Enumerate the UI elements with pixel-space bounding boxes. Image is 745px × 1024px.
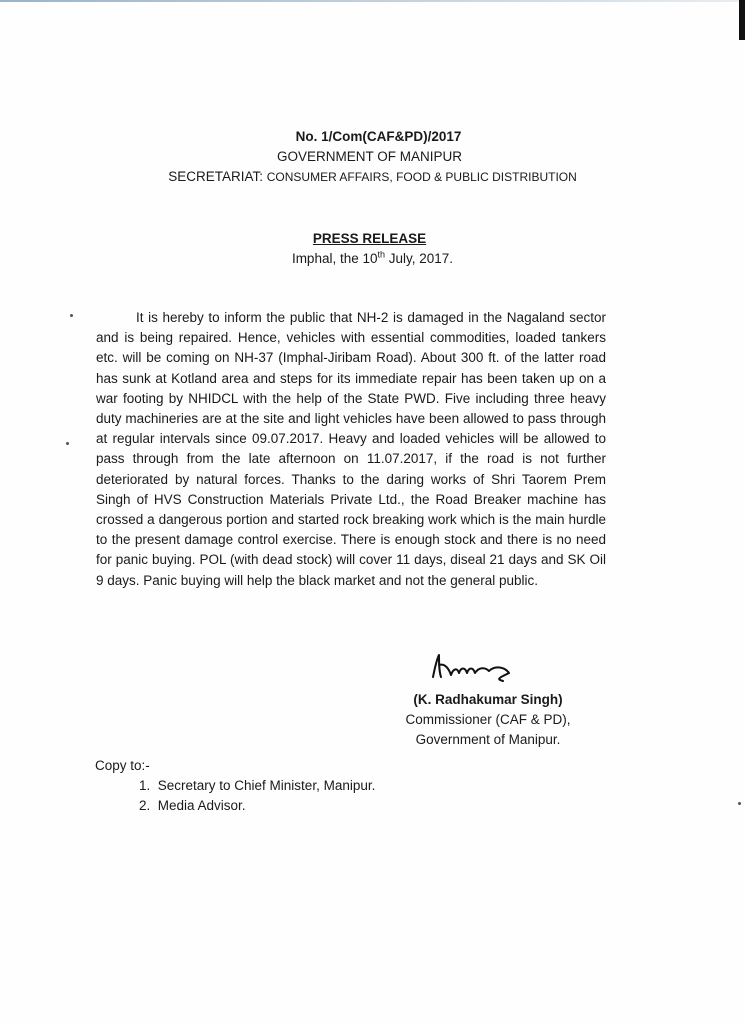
handwritten-signature: [425, 647, 545, 687]
scan-edge-top: [0, 0, 745, 2]
signatory-organisation: Government of Manipur.: [415, 732, 561, 747]
press-release-title: PRESS RELEASE: [312, 231, 427, 246]
scan-edge-right: [739, 0, 745, 40]
copy-to-item: 1. Secretary to Chief Minister, Manipur.: [139, 778, 376, 793]
secretariat-department: CONSUMER AFFAIRS, FOOD & PUBLIC DISTRIBUTION: [266, 170, 577, 184]
date-prefix: Imphal, the 10: [291, 251, 378, 266]
copy-to-item: 2. Media Advisor.: [139, 798, 246, 813]
signatory-block: [388, 690, 588, 750]
scan-speck: [66, 442, 69, 445]
press-release-body: It is hereby to inform the public that NH-2 is damaged in the Nagaland sector and is being repaired. Hence, vehicles with essential commodities, loaded tankers etc. will be coming on NH-37 (Imphal-Jiribam Road). About 300 ft. of the latter road has sunk at Kotland area and steps for its immediate repair has been taken up on a war footing by NHIDCL with the help of the State PWD. Five including three heavy duty machineries are at the site and light vehicles have been allowed to pass through at regular intervals since 09.07.2017. Heavy and loaded vehicles will be allowed to pass through from the late afternoon on 11.07.2017, if the road is not further deteriorated by natural forces. Thanks to the daring works of Shri Taorem Prem Singh of HVS Construction Materials Private Ltd., the Road Breaker machine has crossed a dangerous portion and started rock breaking work which is the main hurdle to the present damage control exercise. There is enough stock and there is no need for panic buying. POL (with dead stock) will cover 11 days, diseal 21 days and SK Oil 9 days. Panic buying will help the black market and not the general public.: [96, 310, 606, 588]
scan-speck: [738, 802, 741, 805]
date-ordinal: th: [377, 249, 386, 260]
copy-to-label: Copy to:-: [95, 758, 150, 773]
date-suffix: July, 2017.: [385, 251, 454, 266]
copy-to-section: [95, 756, 375, 816]
press-release-date: [0, 249, 745, 269]
press-release-heading: [0, 229, 745, 269]
secretariat-line: [0, 167, 745, 187]
scan-speck: [70, 314, 73, 317]
signatory-designation: Commissioner (CAF & PD),: [405, 712, 571, 727]
secretariat-label: SECRETARIAT:: [168, 169, 263, 184]
reference-number: No. 1/Com(CAF&PD)/2017: [295, 129, 462, 144]
copy-to-list: [95, 776, 375, 816]
signatory-name: (K. Radhakumar Singh): [413, 692, 563, 707]
document-header: [0, 127, 745, 187]
government-name: GOVERNMENT OF MANIPUR: [276, 149, 462, 164]
